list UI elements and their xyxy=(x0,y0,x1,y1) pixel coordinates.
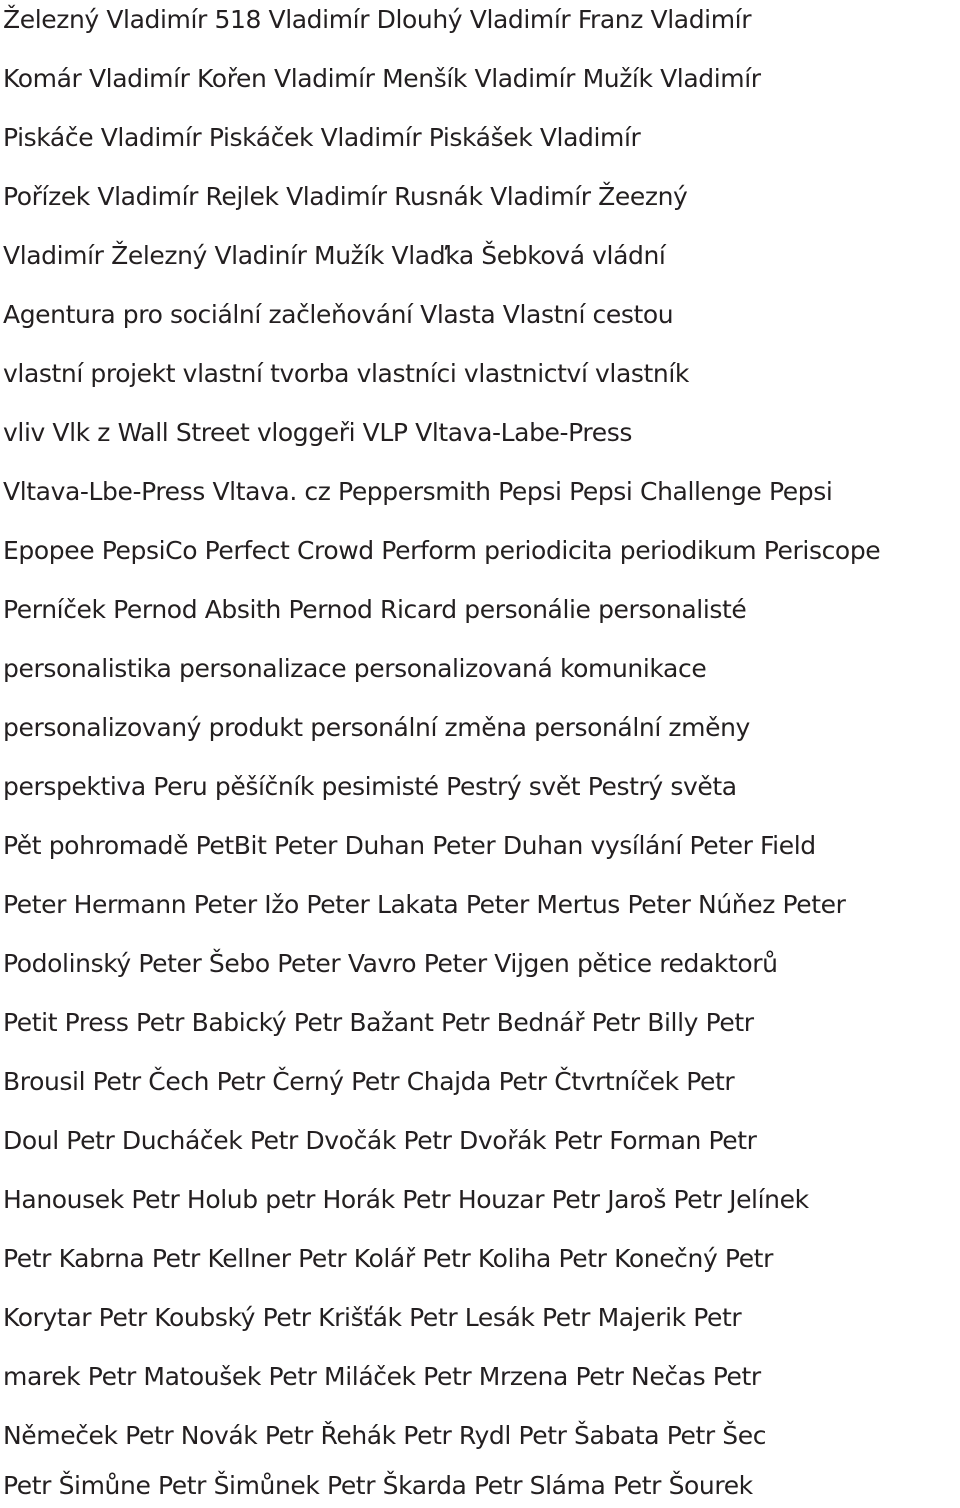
text-line: Peter Hermann Peter Ižo Peter Lakata Peter Mertus Peter Núňez Peter xyxy=(3,890,846,919)
text-line: Korytar Petr Koubský Petr Krišťák Petr Lesák Petr Majerik Petr xyxy=(3,1303,742,1332)
text-line: Doul Petr Ducháček Petr Dvočák Petr Dvořák Petr Forman Petr xyxy=(3,1126,757,1155)
text-line: Petr Kabrna Petr Kellner Petr Kolář Petr Koliha Petr Konečný Petr xyxy=(3,1244,773,1273)
text-line: vliv Vlk z Wall Street vloggeři VLP Vltava-Labe-Press xyxy=(3,418,632,447)
text-line: Vladimír Železný Vladinír Mužík Vlaďka Šebková vládní xyxy=(3,241,666,270)
text-line: perspektiva Peru pěšíčník pesimisté Pestrý svět Pestrý světa xyxy=(3,772,737,801)
text-line: Petit Press Petr Babický Petr Bažant Petr Bednář Petr Billy Petr xyxy=(3,1008,754,1037)
text-line: Vltava-Lbe-Press Vltava. cz Peppersmith Pepsi Pepsi Challenge Pepsi xyxy=(3,477,833,506)
text-line: personalistika personalizace personalizovaná komunikace xyxy=(3,654,707,683)
text-line: Piskáče Vladimír Piskáček Vladimír Piskášek Vladimír xyxy=(3,123,641,152)
text-line: Pořízek Vladimír Rejlek Vladimír Rusnák Vladimír Žeezný xyxy=(3,182,688,211)
text-line: Pět pohromadě PetBit Peter Duhan Peter Duhan vysílání Peter Field xyxy=(3,831,816,860)
text-line: Brousil Petr Čech Petr Černý Petr Chajda Petr Čtvrtníček Petr xyxy=(3,1067,735,1096)
text-line: Agentura pro sociální začleňování Vlasta Vlastní cestou xyxy=(3,300,674,329)
text-line: personalizovaný produkt personální změna personální změny xyxy=(3,713,750,742)
text-line: Petr Šimůne Petr Šimůnek Petr Škarda Petr Sláma Petr Šourek xyxy=(3,1471,753,1500)
text-line: Podolinský Peter Šebo Peter Vavro Peter Vijgen pětice redaktorů xyxy=(3,949,778,978)
text-line: Perníček Pernod Absith Pernod Ricard personálie personalisté xyxy=(3,595,747,624)
text-line: marek Petr Matoušek Petr Miláček Petr Mrzena Petr Nečas Petr xyxy=(3,1362,761,1391)
text-line: Hanousek Petr Holub petr Horák Petr Houzar Petr Jaroš Petr Jelínek xyxy=(3,1185,809,1214)
text-line: Komár Vladimír Kořen Vladimír Menšík Vladimír Mužík Vladimír xyxy=(3,64,761,93)
text-line: Epopee PepsiCo Perfect Crowd Perform periodicita periodikum Periscope xyxy=(3,536,881,565)
text-line: Němeček Petr Novák Petr Řehák Petr Rydl Petr Šabata Petr Šec xyxy=(3,1421,767,1450)
text-line: Železný Vladimír 518 Vladimír Dlouhý Vladimír Franz Vladimír xyxy=(3,5,752,34)
text-line: vlastní projekt vlastní tvorba vlastníci vlastnictví vlastník xyxy=(3,359,689,388)
